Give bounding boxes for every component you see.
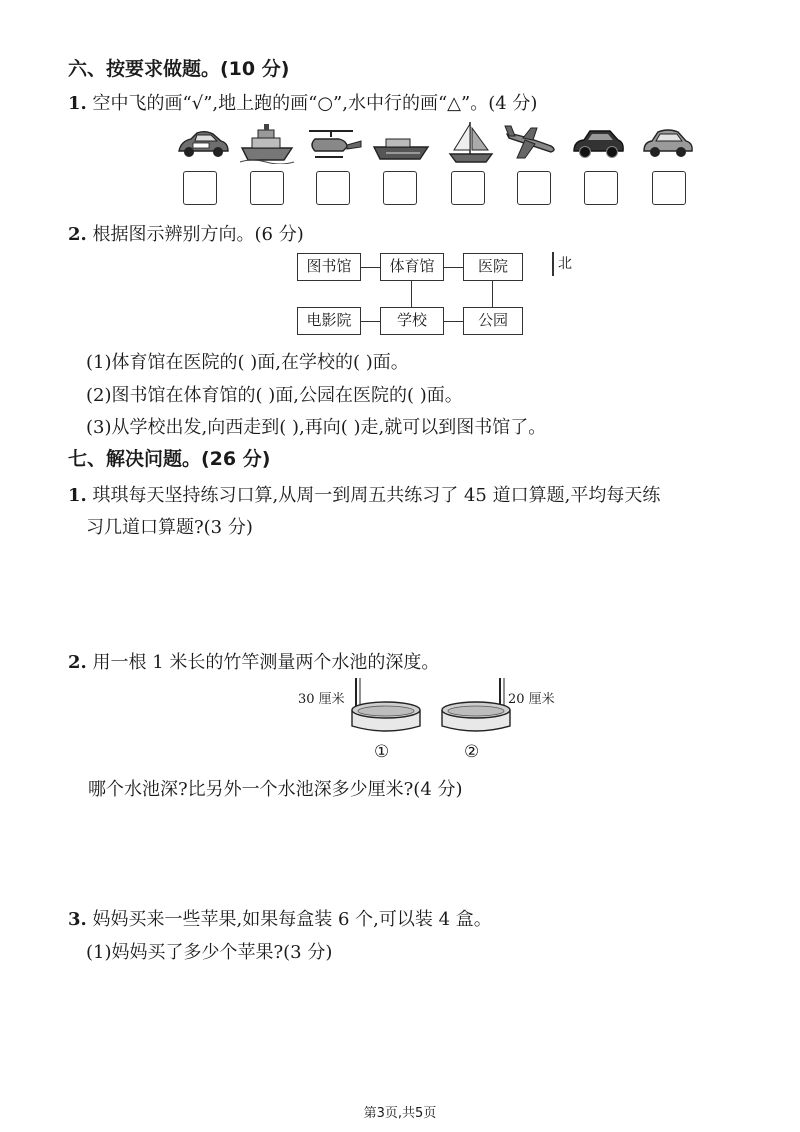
map-connector [492, 281, 493, 307]
question-6-2-sub2: (2)图书馆在体育馆的( )面,公园在医院的( )面。 [86, 385, 463, 406]
answer-box-8[interactable] [652, 171, 686, 205]
question-text: 空中飞的画“√”,地上跑的画“○”,水中行的画“△”。(4 分) [92, 93, 538, 114]
answer-box-2[interactable] [250, 171, 284, 205]
question-text: 根据图示辨别方向。(6 分) [92, 224, 304, 245]
question-number: 1. [68, 93, 87, 114]
motorboat-icon [372, 133, 430, 163]
map-cinema: 电影院 [297, 307, 361, 335]
answer-box-4[interactable] [383, 171, 417, 205]
question-text: 妈妈买来一些苹果,如果每盒装 6 个,可以装 4 盒。 [92, 909, 492, 930]
pool-1-label: 30 厘米 [298, 692, 345, 707]
question-number: 3. [68, 909, 87, 930]
map-library: 图书馆 [297, 253, 361, 281]
question-6-2-sub1: (1)体育馆在医院的( )面,在学校的( )面。 [86, 352, 409, 373]
map-connector [444, 267, 463, 268]
map-connector [361, 321, 380, 322]
map-connector [411, 281, 412, 307]
pool-2-label: 20 厘米 [508, 692, 555, 707]
answer-box-7[interactable] [584, 171, 618, 205]
airplane-icon [503, 124, 559, 164]
section-7-title: 七、解决问题。(26 分) [68, 448, 271, 470]
question-7-3 [68, 905, 492, 931]
page-footer: 第3页,共5页 [363, 1106, 437, 1121]
question-number: 1. [68, 485, 87, 506]
question-6-1 [68, 89, 537, 115]
pool-2-number: ② [464, 742, 480, 762]
map-hospital: 医院 [463, 253, 523, 281]
sailboat-icon [446, 120, 496, 166]
question-7-1-line1 [68, 481, 660, 507]
question-6-2-sub3: (3)从学校出发,向西走到( ),再向( )走,就可以到图书馆了。 [86, 417, 547, 438]
car-icon [640, 125, 696, 163]
section-6-title: 六、按要求做题。(10 分) [68, 58, 290, 80]
question-7-2-ask: 哪个水池深?比另外一个水池深多少厘米?(4 分) [88, 779, 463, 800]
north-label: 北 [558, 256, 572, 272]
question-text: 琪琪每天坚持练习口算,从周一到周五共练习了 45 道口算题,平均每天练 [92, 485, 661, 506]
north-arrow-line [552, 252, 554, 276]
question-number: 2. [68, 652, 87, 673]
question-text: 用一根 1 米长的竹竿测量两个水池的深度。 [92, 652, 440, 673]
pool-1-number: ① [374, 742, 390, 762]
question-number: 2. [68, 224, 87, 245]
map-school: 学校 [380, 307, 444, 335]
answer-box-5[interactable] [451, 171, 485, 205]
map-connector [361, 267, 380, 268]
pool-2 [436, 676, 516, 738]
answer-box-3[interactable] [316, 171, 350, 205]
car-icon [175, 125, 231, 163]
map-connector [444, 321, 463, 322]
answer-box-1[interactable] [183, 171, 217, 205]
car-icon [570, 125, 626, 163]
ship-icon [238, 122, 296, 164]
question-7-3-sub1: (1)妈妈买了多少个苹果?(3 分) [86, 942, 333, 963]
answer-box-6[interactable] [517, 171, 551, 205]
question-7-1-line2: 习几道口算题?(3 分) [86, 517, 253, 538]
question-7-2 [68, 648, 439, 674]
helicopter-icon [303, 125, 363, 163]
pool-1 [346, 676, 426, 738]
map-park: 公园 [463, 307, 523, 335]
map-gym: 体育馆 [380, 253, 444, 281]
question-6-2 [68, 220, 304, 246]
